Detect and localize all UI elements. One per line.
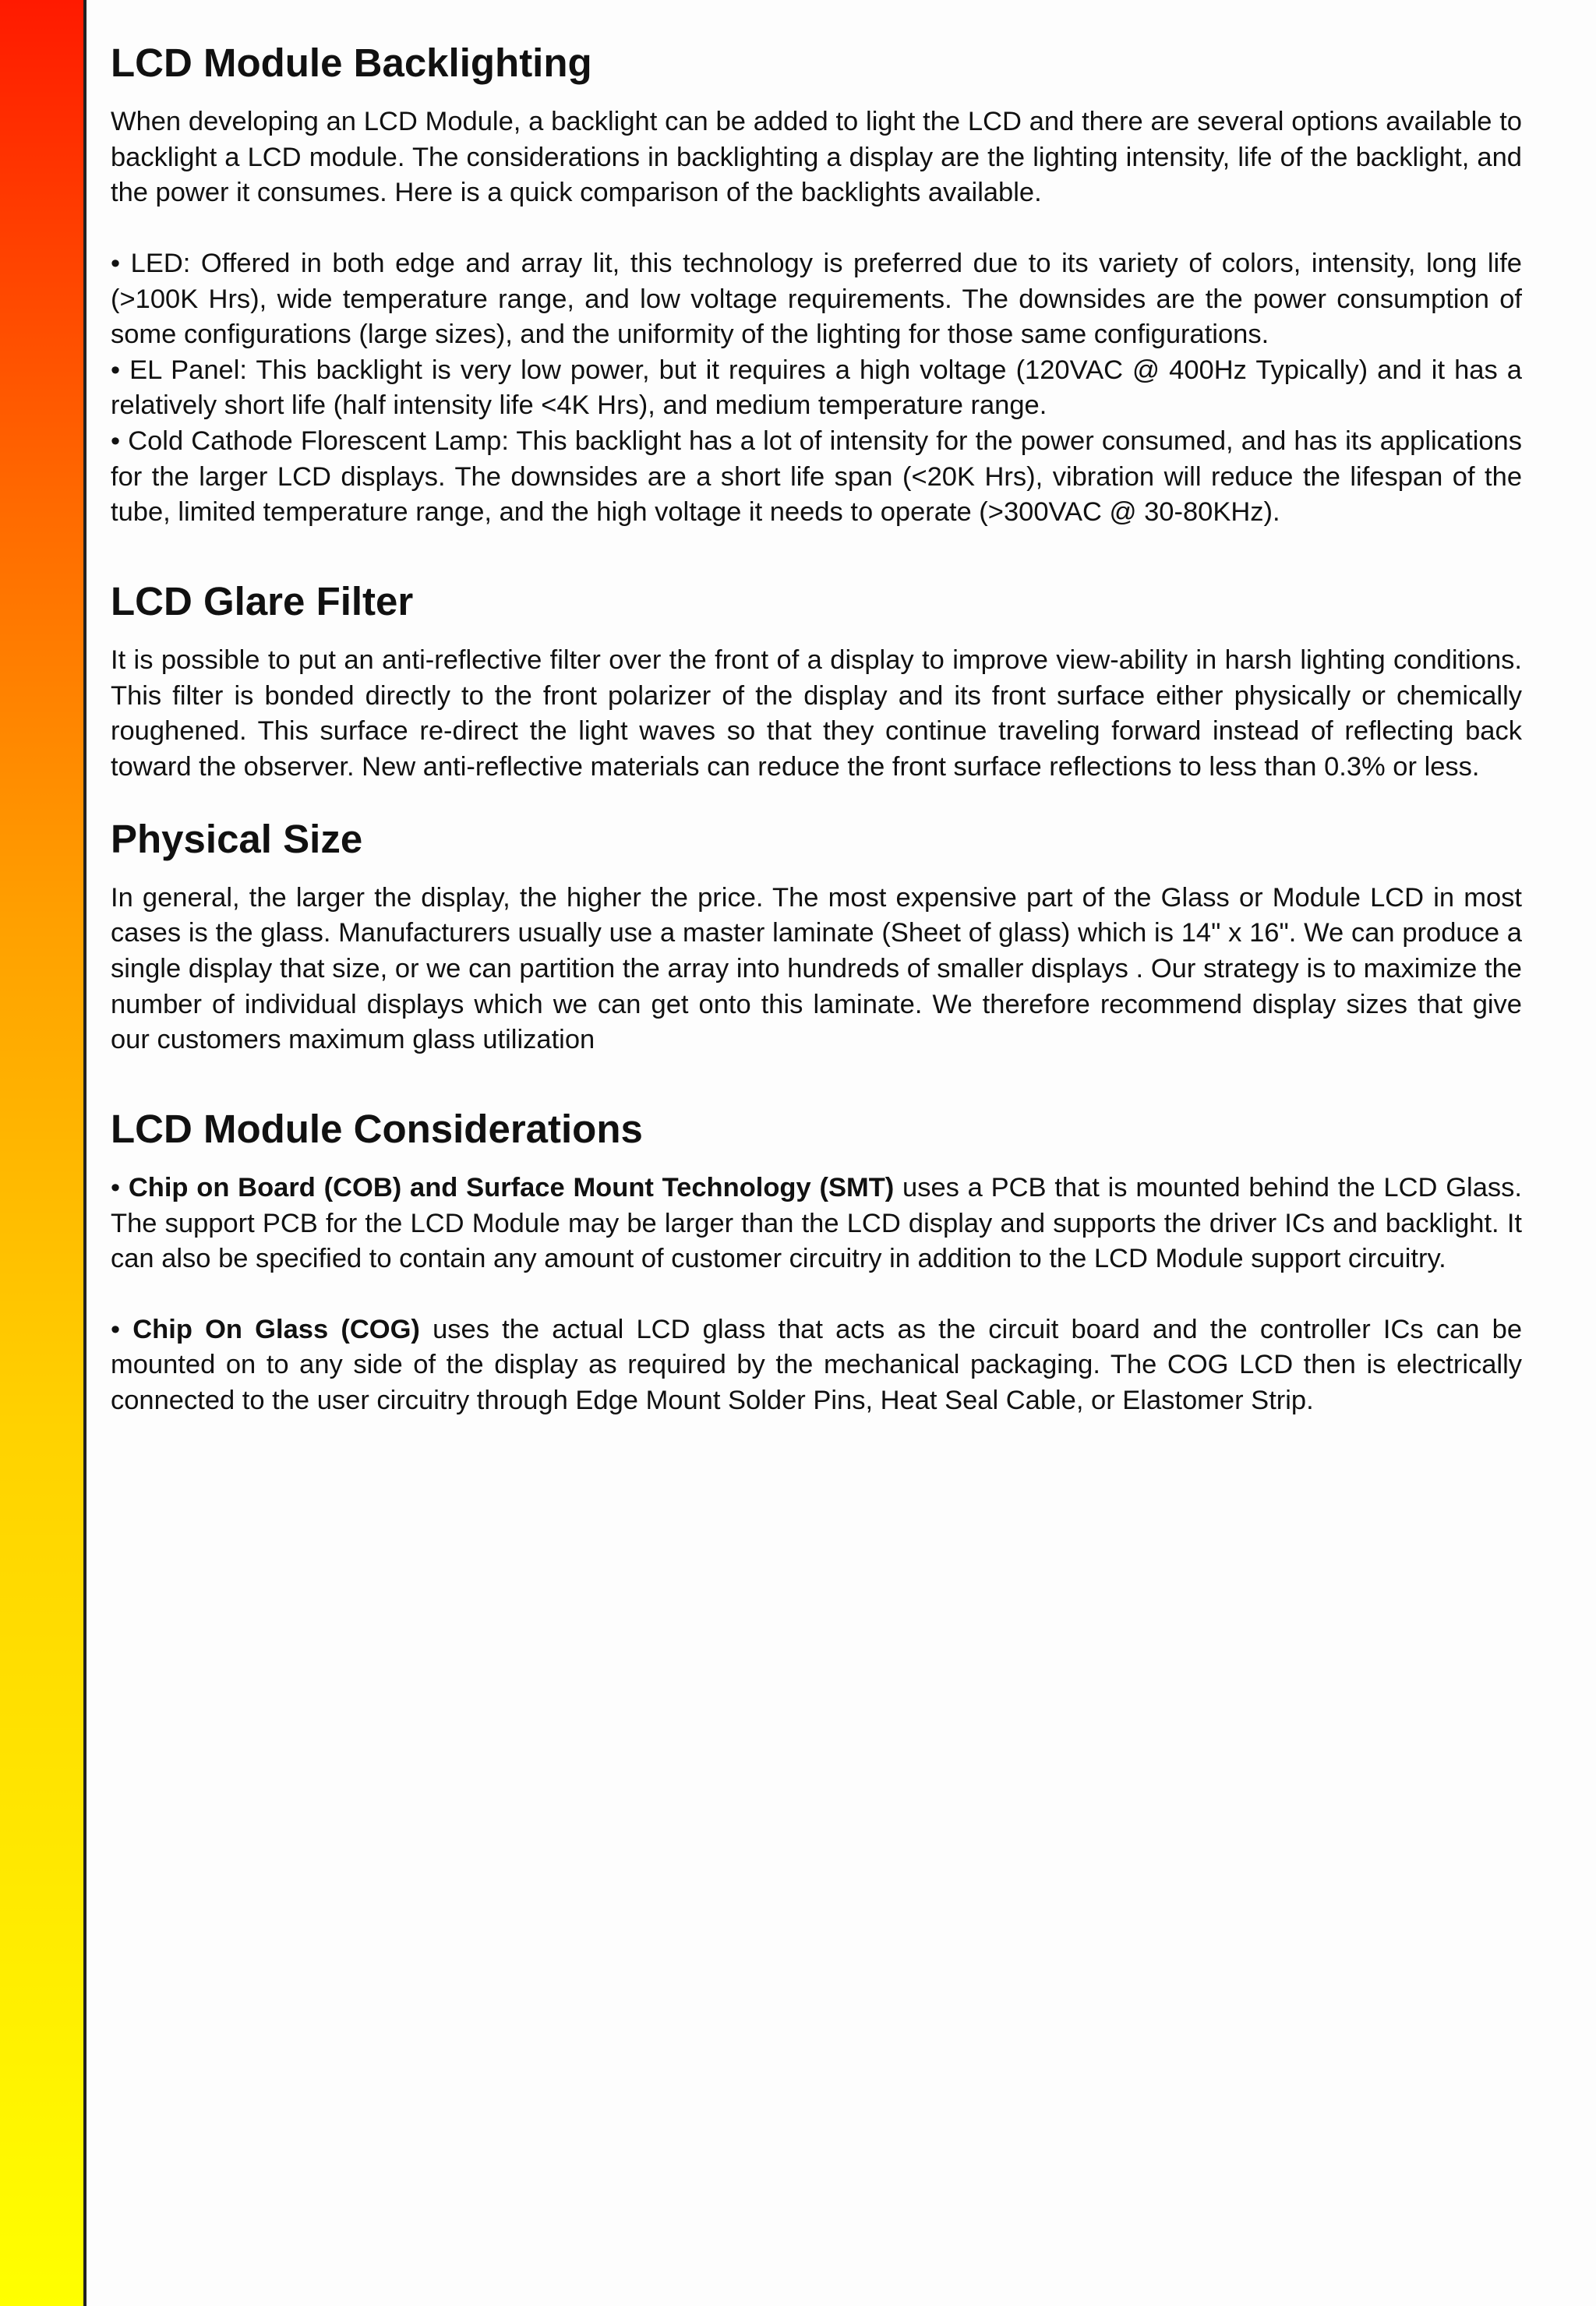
spacer: [111, 1277, 1522, 1312]
document-content: [111, 37, 1522, 1450]
bullet-cog: [111, 1312, 1522, 1419]
section-physical-size: [111, 814, 1522, 1058]
spacer: [111, 211, 1522, 246]
bullet-cob-smt: [111, 1171, 1522, 1277]
section-title: LCD Module Backlighting: [111, 41, 592, 85]
side-gradient-bar: [0, 0, 87, 2306]
section-title: LCD Module Considerations: [111, 1106, 643, 1151]
bullet-mark: •: [111, 1314, 133, 1344]
bullet-lead: Chip on Board (COB) and Surface Mount Technology (SMT): [128, 1173, 895, 1203]
paragraph: It is possible to put an anti-reflective filter over the front of a display to improve view-ability in harsh lighting conditions. This filter is bonded directly to the front polarizer of the display and its front surface either physically or chemically roughened. This surface re-direct the light waves so that they continue traveling forward instead of reflecting back toward the observer. New anti-reflective materials can reduce the front surface reflections to less than 0.3% or less.: [111, 645, 1522, 782]
bullet-led: • LED: Offered in both edge and array lit, this technology is preferred due to its variety of colors, intensity, long life (>100K Hrs), wide temperature range, and low voltage requirements. The downsides are the power consumption of some configurations (large sizes), and the uniformity of the lighting for those same configurations.: [111, 249, 1522, 350]
section-glare-filter: [111, 576, 1522, 786]
paragraph: When developing an LCD Module, a backlight can be added to light the LCD and there are several options available to backlight a LCD module. The considerations in backlighting a display are the lighting intensity, life of the backlight, and the power it consumes. Here is a quick comparison of the backlights available.: [111, 107, 1522, 208]
section-title: Physical Size: [111, 816, 363, 861]
bullet-ccfl: • Cold Cathode Florescent Lamp: This backlight has a lot of intensity for the power consumed, and has its applications for the larger LCD displays. The downsides are a short life span (<20K Hrs), vibration will reduce the lifespan of the tube, limited temperature range, and the high voltage it needs to operate (>300VAC @ 30-80KHz).: [111, 426, 1522, 528]
bullet-mark: •: [111, 1173, 129, 1203]
bullet-el-panel: • EL Panel: This backlight is very low power, but it requires a high voltage (120VAC @ 400Hz Typically) and it has a relatively short life (half intensity life <4K Hrs), and medium temperature range.: [111, 355, 1522, 421]
bullet-lead: Chip On Glass (COG): [132, 1314, 420, 1344]
bullet-text: uses the actual LCD glass that acts as the circuit board and the controller ICs can be mounted on to any side of the display as required by the mechanical packaging. The COG LCD then is electrically connected to the user circuitry through Edge Mount Solder Pins, Heat Seal Cable, or Elastomer Strip.: [111, 1314, 1523, 1416]
bullet-text: uses a PCB that is mounted behind the LCD Glass. The support PCB for the LCD Module may be larger than the LCD display and supports the driver ICs and backlight. It can also be specified to contain any amount of customer circuitry in addition to the LCD Module support circuitry.: [111, 1173, 1522, 1274]
section-backlighting: [111, 37, 1522, 531]
section-title: LCD Glare Filter: [111, 578, 414, 623]
section-module-considerations: [111, 1104, 1522, 1419]
paragraph: In general, the larger the display, the higher the price. The most expensive part of the Glass or Module LCD in most cases is the glass. Manufacturers usually use a master laminate (Sheet of glass) which is 14" x 16". We can produce a single display that size, or we can partition the array into hundreds of smaller displays . Our strategy is to maximize the number of individual displays which we can get onto this laminate. We therefore recommend display sizes that give our customers maximum glass utilization: [111, 882, 1522, 1055]
